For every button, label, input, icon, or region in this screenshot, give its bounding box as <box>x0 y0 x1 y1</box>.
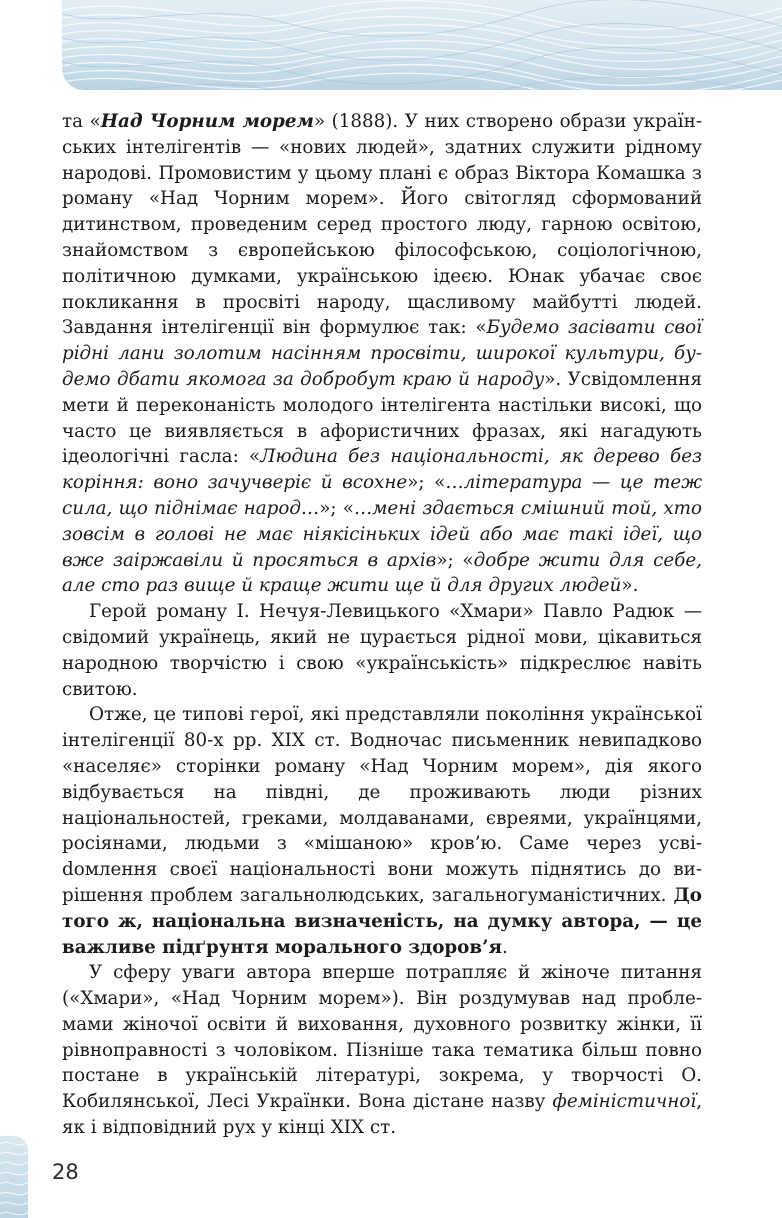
quote-italic: …мені здається смішний той, хто зовсім в голові не має ніякісіньких ідей або має такі ідеї, що вже заіржавіли й просяться в архів <box>62 497 703 571</box>
paragraph-3 <box>62 702 702 960</box>
term-italic: феміністичної <box>552 1091 697 1113</box>
novel-title-emphasis: Над Чорним морем <box>100 111 314 132</box>
text-run: »; « <box>319 497 354 519</box>
text-run: ». <box>621 575 639 597</box>
paragraph-2: Герой роману І. Нечуя-Левицького «Хмари» Павло Радюк — свідомий українець, який не цурається рідної мови, цікавиться народною творчістю і свою «українськість» підкреслює навіть свитою. <box>62 601 702 700</box>
decorative-corner-band <box>0 1136 28 1218</box>
text-run: . <box>501 936 508 958</box>
text-run: » (1888). У них створено образи українських інтелігентів — «нових людей», здатних служити рідному народові. Промовистим у цьому плані є образ Віктора Комашка з роману «Над Чорним морем». Його світогляд сформований дитинством, проведеним серед простого люду, гарною освітою, знайомством з європейською філософською, соціологічною, політичною думками, українською ідеєю. Юнак убачає своє покликання в просвіті народу, щасливому майбутті людей. Завдання інтелігенції він формулює так: « <box>62 111 703 339</box>
quote-italic: добре жити для себе, але сто раз вище й краще жити ще й для других людей <box>62 549 702 597</box>
text-run: та « <box>62 111 101 132</box>
page-number: 28 <box>52 1160 79 1184</box>
wave-pattern-corner <box>0 1136 28 1218</box>
wave-pattern-header <box>62 0 782 90</box>
text-run: »; « <box>436 549 474 571</box>
quote-italic: Будемо засівати свої рідні лани золотим насінням просвіти, широкої культури, будемо дбати якомога за добробут краю й народу <box>62 317 702 390</box>
paragraph-1 <box>62 109 702 599</box>
bold-emphasis: До того ж, національна визначеність, на думку автора, — це важливе підґрунтя морального здоров’я <box>62 884 702 958</box>
text-run: У сферу уваги автора вперше потрапляє й жіноче питання («Хмари», «Над Чорним морем»). Він роздумував над проблемами жіночої освіти й виховання, духовного розвитку жінки, її рівноправності з чоловіком. Пізніше така тематика більш повно постане в українській літературі, зокрема, у творчості О. Кобилянської, Лесі Українки. Вона дістане назву <box>62 962 702 1113</box>
page-body-text <box>62 109 702 1141</box>
text-run: , як і відповідний рух у кінці XIX ст. <box>62 1091 702 1139</box>
decorative-header-band <box>62 0 782 90</box>
quote-italic: …література — це теж сила, що піднімає народ… <box>62 472 702 519</box>
text-run: Отже, це типові герої, які представляли покоління української інтелігенції 80-х рр. XIX ст. Водночас письменник невипадково «населяє» сторінки роману «Над Чорним морем», дія якого відбувається на півдні, де проживають люди різних національностей, греками, молдаванами, євреями, українцями, росіянами, людьми з «мішаною» кров’ю. Саме через усвіdомлення своєї національності вони можуть піднятись до вирішення проблем загальнолюдських, загальногуманістичних. <box>62 704 702 906</box>
paragraph-4 <box>62 960 702 1141</box>
quote-italic: Людина без національності, як дерево без коріння: воно зачучверіє й всохне <box>62 446 702 494</box>
text-run: »; « <box>407 472 446 494</box>
text-run: ». Усвідомлення мети й переконаність молодого інтелігента настільки високі, що часто це виявляється в афористичних фразах, які нагадують ідеологічні гасла: « <box>62 368 702 468</box>
